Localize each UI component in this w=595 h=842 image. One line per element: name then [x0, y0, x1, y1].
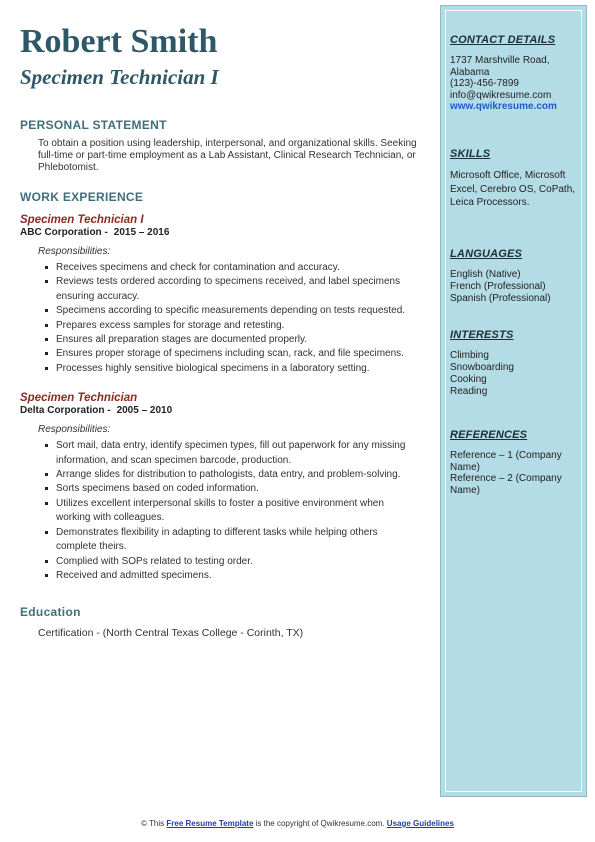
education-section: [20, 605, 420, 640]
reference-item: Reference – 1 (Company Name): [450, 450, 562, 473]
interest-item: Snowboarding: [450, 362, 514, 373]
work-experience-section: [20, 190, 420, 583]
main-column: [20, 22, 420, 640]
list-item: Processes highly sensitive biological specimens in a laboratory setting.: [56, 362, 420, 376]
skills-text: Microsoft Office, Microsoft Excel, Cerebro OS, CoPath, Leica Processors.: [450, 170, 576, 208]
reference-item: Reference – 2 (Company Name): [450, 473, 562, 496]
list-item: Demonstrates flexibility in adapting to different tasks while helping others complete theirs.: [56, 526, 420, 555]
education-item: Certification - (North Central Texas College - Corinth, TX): [38, 627, 304, 640]
company-name: Delta Corporation -: [20, 405, 111, 417]
footer-prefix: © This: [141, 819, 165, 828]
section-heading-languages: LANGUAGES: [450, 248, 523, 260]
section-heading-references: REFERENCES: [450, 429, 528, 441]
contact-section: [450, 34, 580, 113]
personal-statement-text: To obtain a position using leadership, interpersonal, and organizational skills. Seeking full-time or part-time employment as a Lab Assistant, Clinical Research Technician, or Phlebotomist.: [38, 138, 417, 173]
job-dates: 2005 – 2010: [116, 405, 173, 417]
sidebar-inner-border: [445, 10, 582, 792]
sidebar: [440, 5, 587, 797]
contact-address-line2: Alabama: [450, 66, 490, 78]
contact-email[interactable]: info@qwikresume.com: [450, 89, 552, 101]
language-item: Spanish (Professional): [450, 293, 551, 304]
candidate-title: Specimen Technician I: [20, 65, 219, 89]
languages-section: [450, 248, 580, 305]
job-title: Specimen Technician: [20, 392, 138, 405]
usage-guidelines-link[interactable]: Usage Guidelines: [386, 819, 454, 828]
job-company: [20, 405, 420, 417]
list-item: Receives specimens and check for contamination and accuracy.: [56, 261, 420, 275]
interest-item: Reading: [450, 386, 488, 397]
list-item: Specimens according to specific measurements depending on tests requested.: [56, 304, 420, 318]
personal-statement-section: [20, 118, 420, 174]
footer-copyright-text: is the copyright of Qwikresume.com.: [255, 819, 385, 828]
interest-item: Cooking: [450, 374, 487, 385]
footer: [0, 819, 595, 828]
section-heading-education: Education: [20, 605, 81, 620]
interests-section: [450, 329, 580, 398]
list-item: Complied with SOPs related to testing order.: [56, 555, 420, 569]
contact-website-link[interactable]: www.qwikresume.com: [450, 101, 557, 112]
list-item: Prepares excess samples for storage and retesting.: [56, 319, 420, 333]
list-item: Reviews tests ordered according to specimens received, and label specimens ensuring accuracy.: [56, 275, 420, 304]
section-heading-work-experience: WORK EXPERIENCE: [20, 190, 144, 204]
section-heading-interests: INTERESTS: [450, 329, 514, 341]
list-item: Sorts specimens based on coded information.: [56, 482, 420, 496]
job-entry: [20, 214, 420, 376]
references-section: [450, 429, 580, 496]
list-item: Sort mail, data entry, identify specimen types, fill out paperwork for any missing information, and scan specimen barcode, production.: [56, 439, 420, 468]
job-dates: 2015 – 2016: [113, 227, 170, 238]
skills-section: [450, 148, 580, 210]
list-item: Ensures all preparation stages are documented properly.: [56, 333, 420, 347]
responsibilities-label: Responsibilities:: [38, 246, 111, 257]
responsibilities-label: Responsibilities:: [38, 424, 111, 436]
job-entry: [20, 392, 420, 583]
job-company: [20, 227, 420, 239]
list-item: Received and admitted specimens.: [56, 569, 420, 583]
language-item: French (Professional): [450, 281, 546, 292]
list-item: Utilizes excellent interpersonal skills to foster a positive environment when working with colleagues.: [56, 497, 420, 526]
list-item: Arrange slides for distribution to pathologists, data entry, and problem-solving.: [56, 468, 420, 482]
responsibilities-list: [20, 439, 420, 583]
candidate-name: Robert Smith: [20, 23, 218, 60]
contact-phone: (123)-456-7899: [450, 78, 519, 89]
section-heading-personal-statement: PERSONAL STATEMENT: [20, 118, 167, 132]
contact-address-line1: 1737 Marshville Road,: [450, 55, 550, 66]
interest-item: Climbing: [450, 350, 489, 361]
job-title: Specimen Technician I: [20, 214, 144, 226]
company-name: ABC Corporation -: [20, 227, 108, 238]
section-heading-skills: SKILLS: [450, 148, 491, 160]
language-item: English (Native): [450, 269, 521, 280]
free-resume-template-link[interactable]: Free Resume Template: [166, 819, 254, 828]
responsibilities-list: [20, 261, 420, 376]
section-heading-contact: CONTACT DETAILS: [450, 34, 556, 46]
list-item: Ensures proper storage of specimens including scan, rack, and file specimens.: [56, 347, 420, 361]
